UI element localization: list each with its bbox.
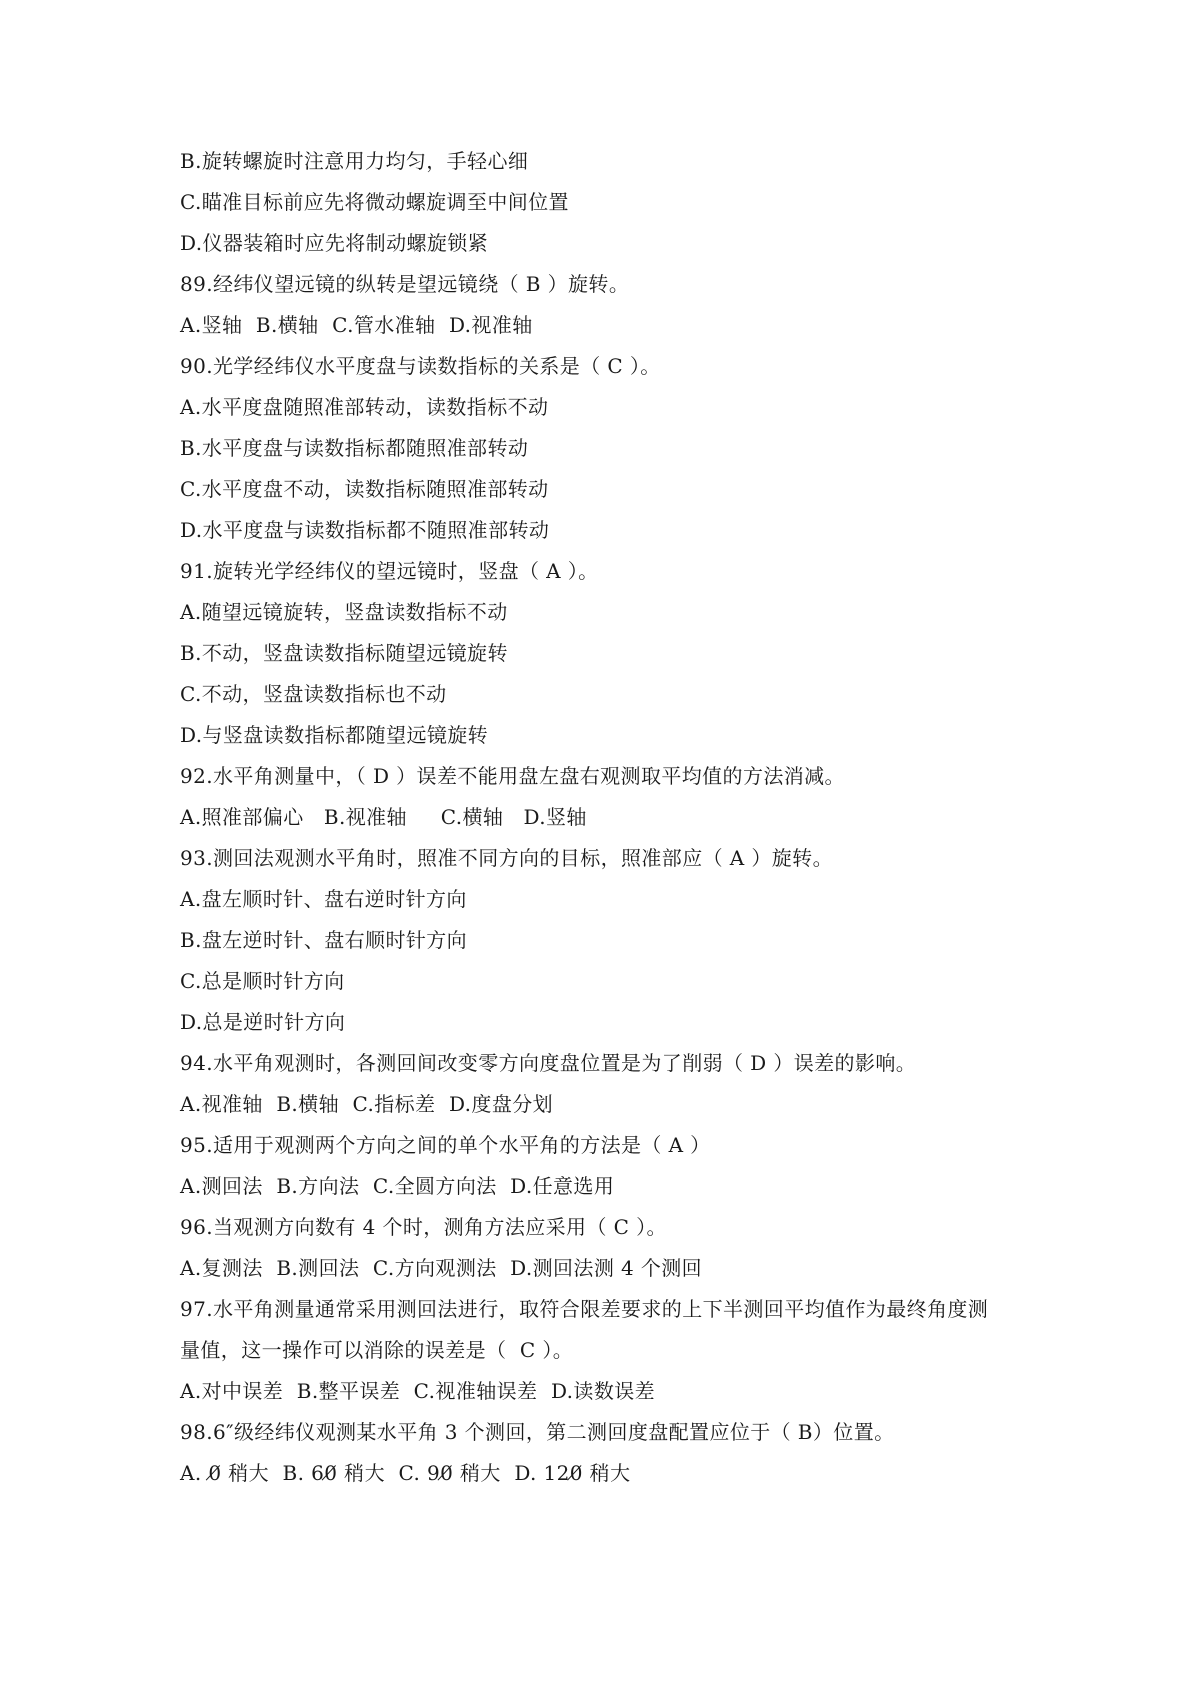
document-page — [180, 141, 1040, 1494]
question-95: 95.适用于观测两个方向之间的单个水平角的方法是（ A ） — [180, 1133, 711, 1157]
option-91-d: D.与竖盘读数指标都随望远镜旋转 — [180, 723, 489, 747]
options-96: A.复测法 B.测回法 C.方向观测法 D.测回法测 4 个测回 — [180, 1256, 703, 1280]
question-97: 97.水平角测量通常采用测回法进行，取符合限差要求的上下半测回平均值作为最终角度测 — [180, 1297, 989, 1321]
options-94: A.视准轴 B.横轴 C.指标差 D.度盘分划 — [180, 1092, 554, 1116]
question-91: 91.旋转光学经纬仪的望远镜时，竖盘（ A ）。 — [180, 559, 599, 583]
question-90: 90.光学经纬仪水平度盘与读数指标的关系是（ C ）。 — [180, 354, 661, 378]
question-98: 98.6″级经纬仪观测某水平角 3 个测回，第二测回度盘配置应位于（ B）位置。 — [180, 1420, 895, 1444]
question-97-cont: 量值，这一操作可以消除的误差是（ C ）。 — [180, 1338, 574, 1362]
option-93-a: A.盘左顺时针、盘右逆时针方向 — [180, 887, 467, 911]
question-93: 93.测回法观测水平角时，照准不同方向的目标，照准部应（ A ）旋转。 — [180, 846, 833, 870]
option-90-a: A.水平度盘随照准部转动，读数指标不动 — [180, 395, 549, 419]
option-93-c: C.总是顺时针方向 — [180, 969, 345, 993]
question-89: 89.经纬仪望远镜的纵转是望远镜绕（ B ）旋转。 — [180, 272, 630, 296]
question-96: 96.当观测方向数有 4 个时，测角方法应采用（ C ）。 — [180, 1215, 667, 1239]
option-91-a: A.随望远镜旋转，竖盘读数指标不动 — [180, 600, 508, 624]
text-line: C.瞄准目标前应先将微动螺旋调至中间位置 — [180, 190, 569, 214]
question-94: 94.水平角观测时，各测回间改变零方向度盘位置是为了削弱（ D ）误差的影响。 — [180, 1051, 917, 1075]
option-93-d: D.总是逆时针方向 — [180, 1010, 346, 1034]
question-92: 92.水平角测量中，（ D ）误差不能用盘左盘右观测取平均值的方法消减。 — [180, 764, 845, 788]
option-90-b: B.水平度盘与读数指标都随照准部转动 — [180, 436, 529, 460]
options-89: A.竖轴 B.横轴 C.管水准轴 D.视准轴 — [180, 313, 533, 337]
options-98: A. 0̸ 稍大 B. 60̸ 稍大 C. 90̸ 稍大 D. 120̸ 稍大 — [180, 1461, 631, 1485]
option-90-d: D.水平度盘与读数指标都不随照准部转动 — [180, 518, 550, 542]
text-line: B.旋转螺旋时注意用力均匀，手轻心细 — [180, 149, 529, 173]
option-91-b: B.不动，竖盘读数指标随望远镜旋转 — [180, 641, 508, 665]
option-90-c: C.水平度盘不动，读数指标随照准部转动 — [180, 477, 549, 501]
options-97: A.对中误差 B.整平误差 C.视准轴误差 D.读数误差 — [180, 1379, 656, 1403]
options-95: A.测回法 B.方向法 C.全圆方向法 D.任意选用 — [180, 1174, 615, 1198]
options-92: A.照准部偏心 B.视准轴 C.横轴 D.竖轴 — [180, 805, 587, 829]
option-91-c: C.不动，竖盘读数指标也不动 — [180, 682, 447, 706]
text-line: D.仪器装箱时应先将制动螺旋锁紧 — [180, 231, 489, 255]
option-93-b: B.盘左逆时针、盘右顺时针方向 — [180, 928, 468, 952]
